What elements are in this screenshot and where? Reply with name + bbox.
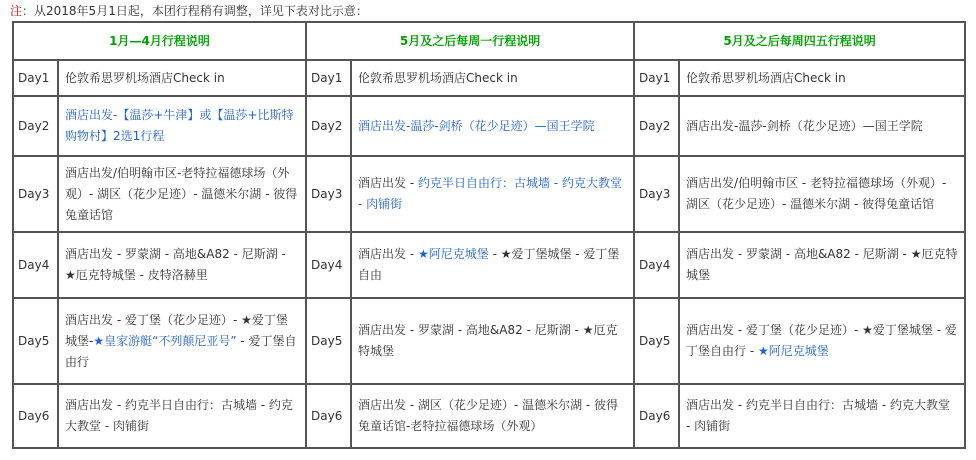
highlight-text: 约克半日自由行：古城墙 - 约克大教堂 - 肉铺街	[358, 176, 622, 211]
itinerary-text: 酒店出发 - 罗蒙湖 - 高地&A82 - 尼斯湖 - ★厄克特城堡	[686, 247, 958, 282]
itinerary-text: 酒店出发 - 罗蒙湖 - 高地&A82 - 尼斯湖 - ★厄克特城堡 - 皮特洛赫里	[65, 247, 286, 282]
header-may-monday: 5月及之后每周一行程说明	[306, 22, 634, 60]
itinerary-text: 伦敦希思罗机场酒店Check in	[686, 70, 846, 85]
day-cell: Day6	[634, 384, 679, 448]
day-cell: Day1	[634, 60, 679, 96]
day-cell: Day2	[634, 96, 679, 156]
day-cell: Day6	[306, 384, 351, 448]
table-row	[13, 384, 965, 448]
itinerary-text: 酒店出发 -	[358, 176, 418, 190]
day-cell: Day4	[634, 232, 679, 298]
notice-body: ：从2018年5月1日起，本团行程稍有调整，详见下表对比示意：	[22, 4, 368, 18]
itinerary-text: 伦敦希思罗机场酒店Check in	[65, 70, 225, 85]
itinerary-text: 酒店出发/伯明翰市区 - 老特拉福德球场（外观）- 湖区（花少足迹）- 温德米尔湖 - 彼得兔童话馆	[686, 176, 947, 211]
itinerary-cell	[679, 232, 965, 298]
itinerary-text: 酒店出发 - 约克半日自由行：古城墙 - 约克大教堂 - 肉铺街	[65, 398, 293, 433]
highlight-text: ★阿尼克城堡	[417, 247, 489, 261]
day-cell: Day4	[306, 232, 351, 298]
itinerary-cell	[58, 156, 306, 232]
itinerary-cell	[351, 96, 634, 156]
itinerary-cell	[58, 298, 306, 384]
notice-label: 注	[10, 4, 23, 18]
day-cell: Day5	[634, 298, 679, 384]
itinerary-cell	[351, 298, 634, 384]
day-cell: Day4	[13, 232, 58, 298]
itinerary-cell	[351, 156, 634, 232]
itinerary-cell	[351, 384, 634, 448]
itinerary-cell	[58, 60, 306, 96]
day-cell: Day3	[306, 156, 351, 232]
itinerary-cell	[679, 60, 965, 96]
itinerary-cell	[351, 60, 634, 96]
itinerary-text: 酒店出发-温莎-剑桥（花少足迹）—国王学院	[686, 118, 923, 133]
day-cell: Day2	[306, 96, 351, 156]
itinerary-text: 酒店出发 - 罗蒙湖 - 高地&A82 - 尼斯湖 - ★厄克特城堡	[358, 323, 618, 358]
itinerary-text: - 爱丁堡自由行	[65, 333, 297, 369]
highlight-text: 酒店出发-【温莎+牛津】或【温莎+比斯特购物村】2选1行程	[65, 108, 294, 143]
table-row	[13, 232, 965, 298]
itinerary-comparison-table	[12, 21, 966, 449]
highlight-text: 酒店出发-温莎-剑桥（花少足迹）—国王学院	[358, 118, 595, 133]
itinerary-cell	[679, 156, 965, 232]
itinerary-cell	[58, 384, 306, 448]
itinerary-cell	[679, 298, 965, 384]
itinerary-text: 酒店出发 - 湖区（花少足迹）- 温德米尔湖 - 彼得兔童话馆-老特拉福德球场（外观）	[358, 398, 619, 433]
highlight-text: ★皇家游艇“不列颠尼亚号”	[93, 333, 237, 348]
table-row	[13, 60, 965, 96]
table-row	[13, 298, 965, 384]
itinerary-text: 酒店出发 - 爱丁堡（花少足迹）- ★爱丁堡城堡 - 爱丁堡自由行 -	[686, 323, 957, 358]
itinerary-cell	[58, 232, 306, 298]
day-cell: Day1	[13, 60, 58, 96]
day-cell: Day5	[306, 298, 351, 384]
table-row	[13, 156, 965, 232]
day-cell: Day2	[13, 96, 58, 156]
itinerary-text: 酒店出发 - 爱丁堡（花少足迹）- ★爱丁堡城堡-	[65, 312, 288, 348]
notice-text	[10, 3, 368, 19]
highlight-text: ★阿尼克城堡	[758, 344, 829, 358]
day-cell: Day1	[306, 60, 351, 96]
itinerary-text: 酒店出发 - 约克半日自由行：古城墙 - 约克大教堂 - 肉铺街	[686, 398, 950, 433]
day-cell: Day5	[13, 298, 58, 384]
day-cell: Day3	[13, 156, 58, 232]
itinerary-text: 伦敦希思罗机场酒店Check in	[358, 70, 518, 85]
header-may-thu-fri: 5月及之后每周四五行程说明	[634, 22, 965, 60]
itinerary-cell	[679, 384, 965, 448]
itinerary-text: 酒店出发/伯明翰市区-老特拉福德球场（外观）- 湖区（花少足迹）- 温德米尔湖 - 彼得兔童话馆	[65, 165, 298, 222]
day-cell: Day6	[13, 384, 58, 448]
itinerary-cell	[351, 232, 634, 298]
itinerary-cell	[679, 96, 965, 156]
day-cell: Day3	[634, 156, 679, 232]
itinerary-text: 酒店出发 -	[358, 247, 418, 261]
itinerary-cell	[58, 96, 306, 156]
table-row	[13, 96, 965, 156]
table-header-row	[13, 22, 965, 60]
itinerary-text: - ★爱丁堡城堡 - 爱丁堡自由	[358, 247, 620, 282]
header-jan-apr: 1月—4月行程说明	[13, 22, 306, 60]
